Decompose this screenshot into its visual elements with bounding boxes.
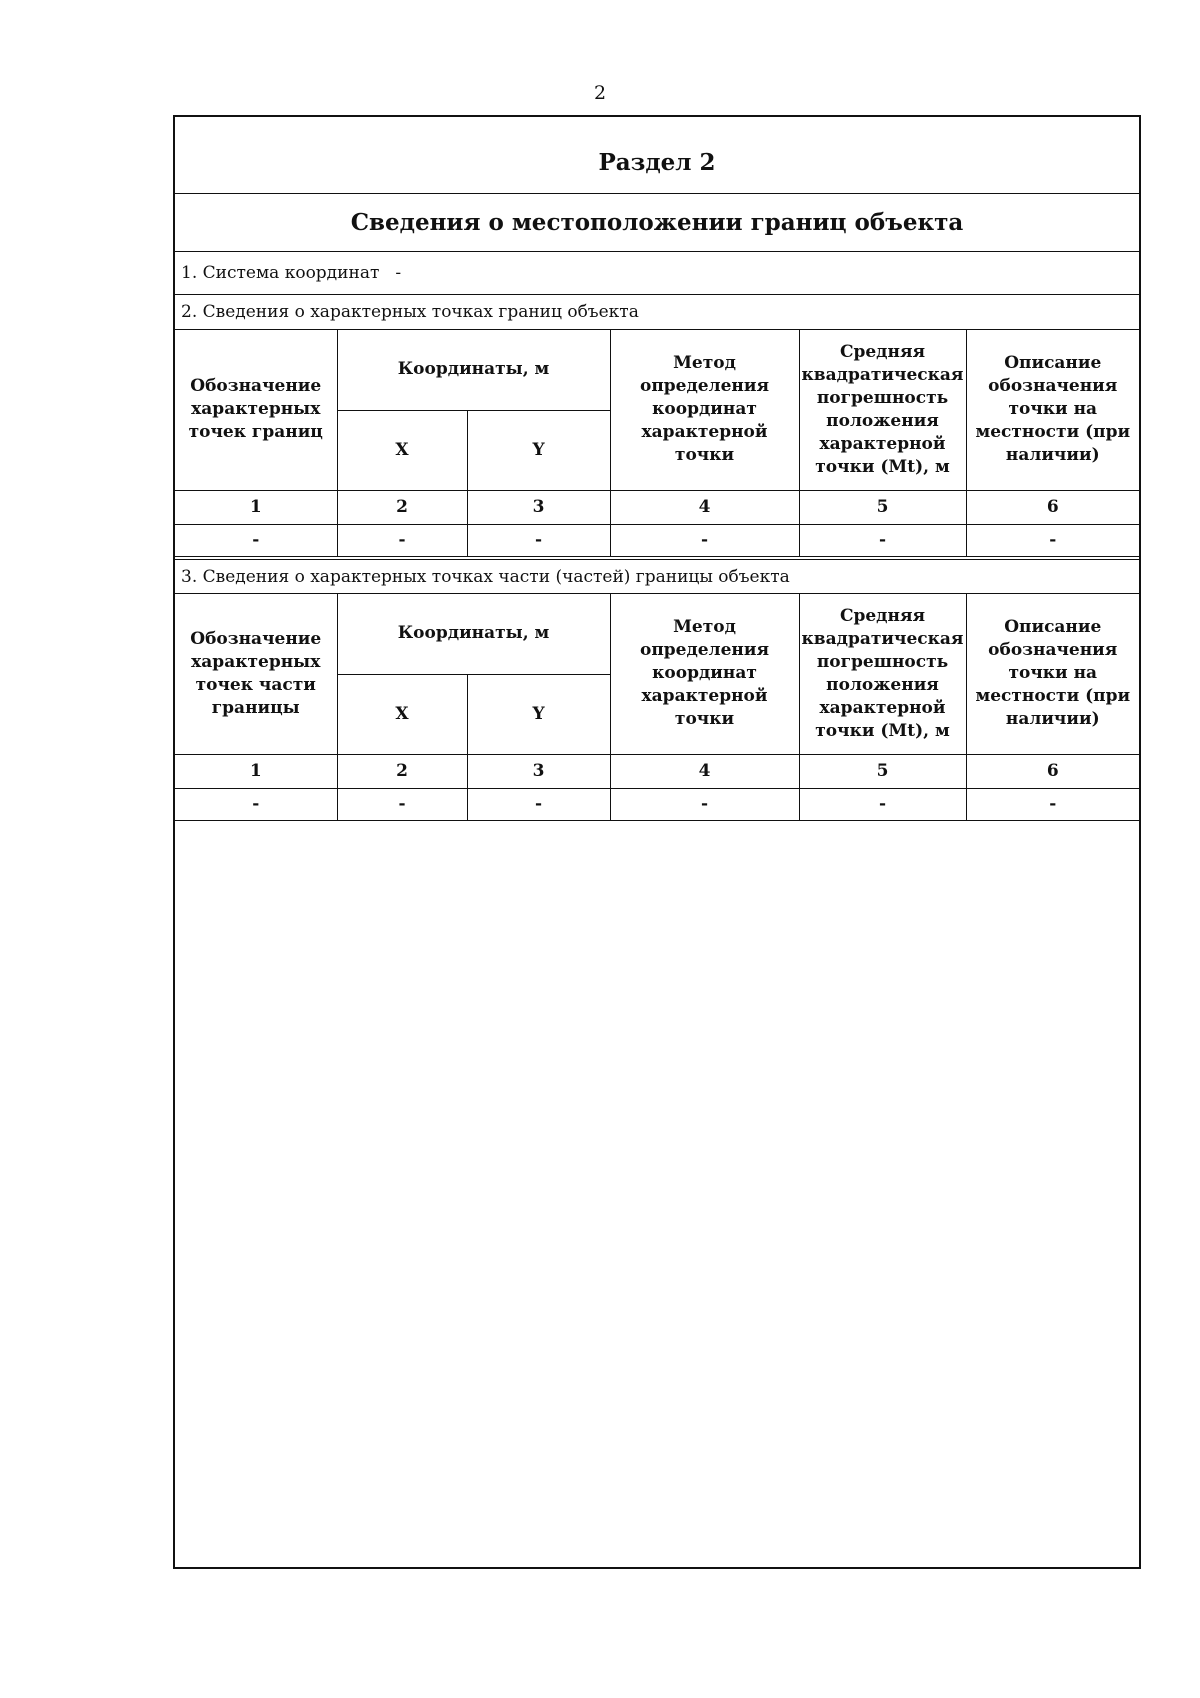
table2-caption: 3. Сведения о характерных точках части (частей) границы объекта	[175, 559, 1139, 594]
table-cell: -	[467, 788, 610, 820]
table-cell: -	[467, 524, 610, 556]
part-boundary-points-table	[175, 594, 1139, 821]
table-cell: -	[175, 524, 337, 556]
column-number: 6	[966, 754, 1139, 788]
table-cell: -	[799, 524, 966, 556]
coordinate-system-value: -	[395, 263, 402, 283]
table-row	[175, 524, 1139, 556]
column-number: 3	[467, 490, 610, 524]
header-point-designation: Обозначение характерных точек границ	[175, 330, 337, 490]
column-number: 5	[799, 490, 966, 524]
column-number: 6	[966, 490, 1139, 524]
section-heading: Сведения о местоположении границ объекта	[175, 194, 1139, 252]
header-mean-error: Средняя квадратическая погрешность положения характерной точки (Mt), м	[799, 594, 966, 754]
table-cell: -	[966, 524, 1139, 556]
header-method: Метод определения координат характерной точки	[610, 330, 799, 490]
header-mean-error: Средняя квадратическая погрешность положения характерной точки (Mt), м	[799, 330, 966, 490]
column-numbers-row	[175, 754, 1139, 788]
header-y: Y	[467, 410, 610, 490]
table1-caption: 2. Сведения о характерных точках границ объекта	[175, 295, 1139, 330]
header-coordinates: Координаты, м	[337, 594, 610, 674]
characteristic-points-table	[175, 330, 1139, 557]
coordinate-system-label: 1. Система координат	[181, 263, 380, 283]
header-coordinates: Координаты, м	[337, 330, 610, 410]
column-number: 4	[610, 490, 799, 524]
header-x: X	[337, 410, 467, 490]
table-row	[175, 788, 1139, 820]
header-point-designation: Обозначение характерных точек части границы	[175, 594, 337, 754]
header-method: Метод определения координат характерной точки	[610, 594, 799, 754]
column-number: 4	[610, 754, 799, 788]
header-x: X	[337, 674, 467, 754]
table-cell: -	[337, 524, 467, 556]
table-cell: -	[175, 788, 337, 820]
column-number: 2	[337, 490, 467, 524]
header-description: Описание обозначения точки на местности (при наличии)	[966, 330, 1139, 490]
table-cell: -	[337, 788, 467, 820]
column-number: 3	[467, 754, 610, 788]
section-frame	[173, 115, 1141, 1569]
column-number: 1	[175, 490, 337, 524]
column-number: 2	[337, 754, 467, 788]
column-number: 1	[175, 754, 337, 788]
page-number: 2	[593, 82, 607, 104]
section-title: Раздел 2	[175, 117, 1139, 194]
table-cell: -	[610, 788, 799, 820]
table-cell: -	[799, 788, 966, 820]
table-cell: -	[610, 524, 799, 556]
header-description: Описание обозначения точки на местности (при наличии)	[966, 594, 1139, 754]
column-number: 5	[799, 754, 966, 788]
coordinate-system-line	[175, 252, 1139, 295]
column-numbers-row	[175, 490, 1139, 524]
table-cell: -	[966, 788, 1139, 820]
header-y: Y	[467, 674, 610, 754]
